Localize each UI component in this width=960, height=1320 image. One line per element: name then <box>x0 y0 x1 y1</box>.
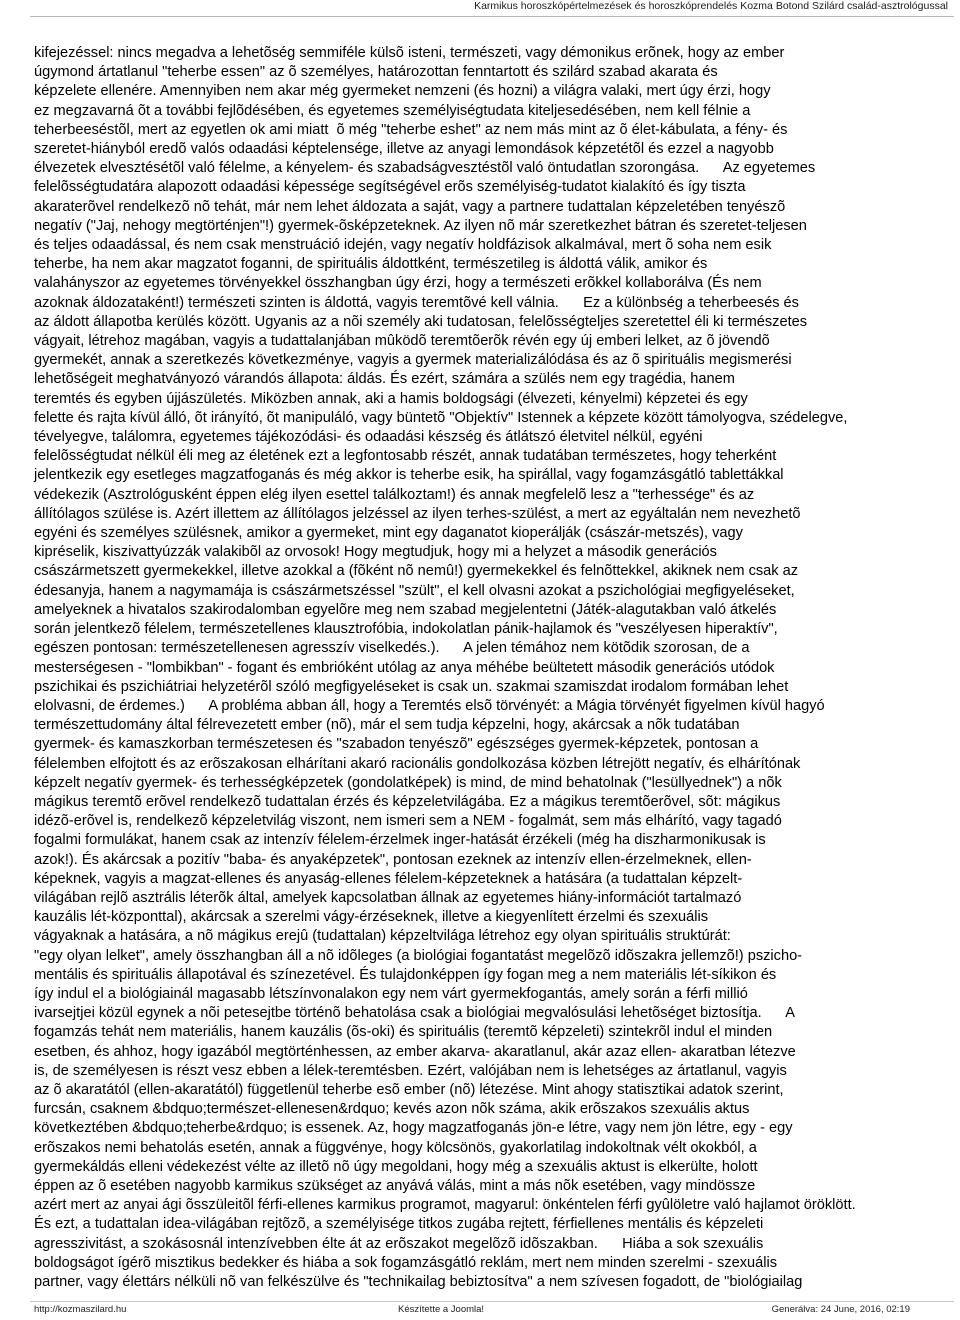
text-line: tévelyegve, találomra, egyetemes tájékozódási- és odaadási készség és átlátszó életvitel nélkül, egyéni <box>34 429 703 446</box>
text-line: mágikus teremtõ erõvel rendelkezõ tudattalan érzés és képzeletvilágába. Ez a mágikus teremtõerõvel, sõt: mágikus <box>34 793 781 810</box>
footer-divider <box>30 1301 954 1302</box>
text-line: azért mert az anyai ági õsszüleitõl férfi-ellenes karmikus programot, magyarul: önkéntelen férfi gyûlöletre való hajlamot öröklött. <box>34 1197 856 1214</box>
footer-made-with: Készítette a Joomla! <box>398 1304 485 1315</box>
footer-site-link[interactable]: http://kozmaszilard.hu <box>34 1304 127 1315</box>
text-line: mesterségesen - "lombikban" - fogant és embrióként utólag az anya méhébe beültetett második generációs utódok <box>34 659 775 676</box>
footer-generated-date: Generálva: 24 June, 2016, 02:19 <box>771 1304 910 1315</box>
text-line: furcsán, csaknem &bdquo;természet-ellenesen&rdquo; kevés azon nõk száma, akik erõszakos szexuális aktus <box>34 1101 750 1118</box>
text-line: az õ akaratától (ellen-akaratától) függetlenül teherbe esõ ember (nõ) létezése. Mint ahogy statisztikai adatok szerint, <box>34 1081 784 1098</box>
text-line: felette és rajta kívül álló, õt irányító, õt manipuláló, vagy büntetõ "Objektív" Istennek a képzete között támolyogva, szédelegve, <box>34 409 848 426</box>
page-header <box>0 0 960 16</box>
text-line: partner, vagy élettárs nélküli nõ van felkészülve és "technikailag bebiztosítva" a nem szívesen fogadott, de "biológiailag <box>34 1274 803 1290</box>
text-line: és teljes odaadással, és nem csak menstruáció idején, vagy negatív holdfázisok alkalmával, mert õ soha nem esik <box>34 237 772 254</box>
site-title: Karmikus horoszkópértelmezések és horoszkóprendelés Kozma Botond Szilárd család-asztrológussal <box>474 0 948 12</box>
text-line: is, de személyesen is részt vesz ebben a lélek-teremtésben. Ezért, valójában nem is lehetséges az ártatlanul, vagyis <box>34 1062 787 1079</box>
text-line: természettudomány által félrevezetett ember (nõ), már el sem tudja képzelni, hogy, akárcsak a nõk tudatában <box>34 717 740 734</box>
text-line: képzelt negatív gyermek- és terhességképzetek (gondolatképek) is mind, de mind behatolnak ("lesüllyednek") a nõk <box>34 774 782 791</box>
text-line: egészen pontosan: természetellenesen agresszív viselkedés.). A jelen témához nem kötõdik szorosan, de a <box>34 640 750 657</box>
text-line: akaraterõvel rendelkezõ nõ tehát, már nem lehet áldozata a saját, vagy a partnere tudattalan képzeletében tenyészõ <box>34 198 786 215</box>
text-line: elolvasni, de érdemes.) A probléma abban áll, hogy a Teremtés elsõ törvényét: a Mágia törvényét figyelmen kívül hagyó <box>34 697 825 714</box>
text-line: szeretet-hiányból eredõ valós odaadási képtelensége, illetve az anyagi lemondások képzetétõl és ezzel a nagyobb <box>34 141 774 158</box>
text-line: "egy olyan lelket", amely összhangban áll a nõ idõleges (a biológiai fogantatást megelõzõ idõszakra jellemzõ!) pszicho- <box>34 947 803 964</box>
text-line: fogamzás tehát nem materiális, hanem kauzális (õs-oki) és spirituális (teremtõ képzeleti) szintekrõl indul el minden <box>34 1024 773 1041</box>
header-divider <box>30 16 954 17</box>
text-line: kipréselik, kiszivattyúzzák valakibõl az orvosok! Hogy megtudjuk, hogy mi a helyzet a második generációs <box>34 544 717 561</box>
text-line: boldogságot ígérõ misztikus bedekker és hiába a sok fogamzásgátló reklám, mert nem minden szerelmi - szexuális <box>34 1254 777 1271</box>
text-line: vágyait, létrehoz magában, vagyis a tudattalanjában mûködõ teremtõerõk révén egy új emberi lelket, az õ jövendõ <box>34 333 770 350</box>
text-line: az áldott állapotba kerülés között. Ugyanis az a nõi személy aki tudatosan, felelõsségteljes szeretettel éli ki természetes <box>34 313 808 330</box>
text-line: félelemben elfojtott és az erõszakosan elhárítani akaró racionális gondolkozása közben létrejött negatív, és elhárítónak <box>34 755 801 772</box>
text-line: esetben, és ahhoz, hogy igazából megtörténhessen, az ember akarva- akaratlanul, akár azaz ellen- akaratban létezve <box>34 1043 796 1060</box>
text-line: édesanyja, hanem a nagymamája is császármetszéssel "szült", el kell olvasni azokat a pszichológiai megfigyeléseket, <box>34 582 795 599</box>
text-line: kauzális lét-központtal), akárcsak a szerelmi vágy-érzéseknek, illetve a kiegyenlített érzelmi és szexuális <box>34 909 709 926</box>
text-line: negatív ("Jaj, nehogy megtörténjen"!) gyermek-õsképzeteknek. Az ilyen nõ már szeretkezhet bátran és szeretet-teljesen <box>34 217 807 234</box>
text-line: erõszakos nemi behatolás esetén, annak a függvénye, hogy kölcsönös, gyakorlatilag indokoltnak vélt okokból, a <box>34 1139 757 1156</box>
text-line: teremtés és egyben újjászületés. Miközben annak, aki a hamis boldogsági (élvezeti, kényelmi) képzetei és egy <box>34 390 748 407</box>
text-line: vágyaknak a hatására, a nõ mágikus erejû (tudattalan) képzeltvilága létrehoz egy olyan spirituális struktúrát: <box>34 928 731 945</box>
text-line: képeknek, vagyis a magzat-ellenes és anyaság-ellenes félelem-képzeteknek a hatására (a tudattalan képzelt- <box>34 870 743 887</box>
text-line: idézõ-erõvel is, rendelkezõ képzeletvilág viszont, nem ismeri sem a NEM - fogalmát, sem más elhárító, vagy tagadó <box>34 813 782 830</box>
text-line: így indul el a biológiainál magasabb létszínvonalakon egy nem várt gyermekfogantás, amely során a férfi millió <box>34 985 748 1002</box>
text-line: során jelentkezõ félelem, természetellenes klausztrofóbia, indokolatlan pánik-hajlamok és "veszélyesen hiperaktív", <box>34 621 778 638</box>
text-line: képzelete ellenére. Amennyiben nem akar még gyermeket nemzeni (és hozni) a világra valaki, mert úgy érzi, hogy <box>34 83 771 100</box>
page-footer <box>34 1304 946 1320</box>
text-line: jelentkezik egy esetleges magzatfoganás és még akkor is teherbe esik, ha spirállal, vagy fogamzásgátló tablettákkal <box>34 467 784 484</box>
text-line: ivarsejtjei közül egynek a nõi petesejtbe történõ behatolása csak a biológiai megvalósulási lehetõséget biztosítja. A <box>34 1005 795 1022</box>
text-line: ez megzavarná õt a további fejlõdésében, és egyetemes személyiségtudata kiteljesedésében, nem kell félnie a <box>34 102 751 119</box>
text-line: császármetszett gyermekekkel, illetve azokkal a (fõként nõ nemû!) gyermekekkel és felnõttekkel, akiknek nem csak az <box>34 563 799 580</box>
text-line: teherbeeséstõl, mert az egyetlen ok ami miatt õ még "teherbe eshet" az nem más mint az õ élet-kábulata, a fény- és <box>34 121 788 138</box>
text-line: agresszivitást, a szokásosnál intenzívebben élte át az erõszakot megelõzõ idõszakban. Hiába a sok szexuális <box>34 1235 764 1252</box>
text-line: egyéni és személyes szülésnek, amikor a gyermeket, mint egy daganatot kioperálják (császár-metszés), vagy <box>34 525 743 542</box>
text-line: mentális és spirituális állapotával és színezetével. És tulajdonképpen így fogan meg a nem materiális lét-síkikon és <box>34 966 777 983</box>
text-line: felelõsségtudat nélkül éli meg az életének ezt a legfontosabb részét, annak tudatában természetes, hogy teherként <box>34 448 777 465</box>
text-line: gyermekáldás elleni védekezést vélte az illetõ nõ úgy megoldani, hogy még a szexuális aktust is elkerülte, holott <box>34 1158 758 1175</box>
text-line: És ezt, a tudattalan idea-világában rejtõzõ, a személyisége titkos zugába rejtett, férfiellenes mentális és képzeleti <box>34 1216 764 1233</box>
text-line: felelõsségtudatára alapozott odaadási képessége segítségével erõs személyiség-tudatot kialakító és így tiszta <box>34 179 746 196</box>
text-line: azoknak áldozataként!) természeti szinten is áldottá, vagyis teremtõvé kell válnia. Ez a különbség a teherbeesés és <box>34 294 799 311</box>
text-line: pszichikai és pszichiátriai helyzetérõl szóló megfigyeléseket is csak un. szakmai szamiszdat irodalom formában lehet <box>34 678 789 695</box>
text-line: valahányszor az egyetemes törvényekkel összhangban úgy érzi, hogy a természeti erõkkel kollaborálva (És nem <box>34 275 762 292</box>
text-line: lehetõségeit meghatványozó várandós állapota: áldás. És ezért, számára a szülés nem egy tragédia, hanem <box>34 371 735 388</box>
text-line: éppen az õ esetében nagyobb karmikus szükséget az anyává válás, mint a más nõk esetében, vagy mindössze <box>34 1177 756 1194</box>
text-line: védekezik (Asztrológusként éppen elég ilyen esettel találkoztam!) és annak megfelelõ lesz a "terhessége" és az <box>34 486 755 503</box>
text-line: gyermek- és kamaszkorban természetesen és "szabadon tenyészõ" egészséges gyermek-képzetek, pontosan a <box>34 736 759 753</box>
text-line: állítólagos szülése is. Azért illettem az állítólagos jelzéssel az ilyen terhes-szülést, a mert az egyáltalán nem nevezhetõ <box>34 505 801 522</box>
text-line: gyermekét, annak a szeretkezés következménye, vagyis a gyermek materializálódása és az õ spirituális megismerési <box>34 352 792 369</box>
text-line: élvezetek elvesztésétõl való félelme, a kényelem- és szabadságvesztéstõl való öntudatlan szorongása. Az egyetemes <box>34 160 816 177</box>
text-line: teherbe, ha nem akar magzatot foganni, de spirituális áldottként, természetileg is áldottá válik, amikor és <box>34 256 708 273</box>
text-line: világában rejlõ asztrális léterõk által, amelyek kapcsolatban állnak az egyetemes hiány-információt tartalmazó <box>34 889 742 906</box>
text-line: fogalmi formulákat, hanem csak az intenzív félelem-érzelmek inger-hatását érzékeli (még ha diszharmonikusak is <box>34 832 766 849</box>
text-line: amelyeknek a hivatalos szakirodalomban egyelõre meg nem szabad megjelentetni (Játék-alagutakban való átkelés <box>34 601 777 618</box>
text-line: kifejezéssel: nincs megadva a lehetõség semmiféle külsõ isteni, természeti, vagy démonikus erõnek, hogy az ember <box>34 45 785 61</box>
text-line: következtében &bdquo;teherbe&rdquo; is essenek. Az, hogy magzatfoganás jön-e létre, vagy nem jön létre, egy - egy <box>34 1120 793 1137</box>
text-line: úgymond ártatlanul "teherbe essen" az õ személyes, határozottan fenntartott és szilárd szabad akarata és <box>34 64 718 81</box>
article-body <box>34 44 934 1292</box>
text-line: azok!). És akárcsak a pozitív "baba- és anyaképzetek", pontosan ezeknek az intenzív ellen-érzelmeknek, ellen- <box>34 851 752 868</box>
